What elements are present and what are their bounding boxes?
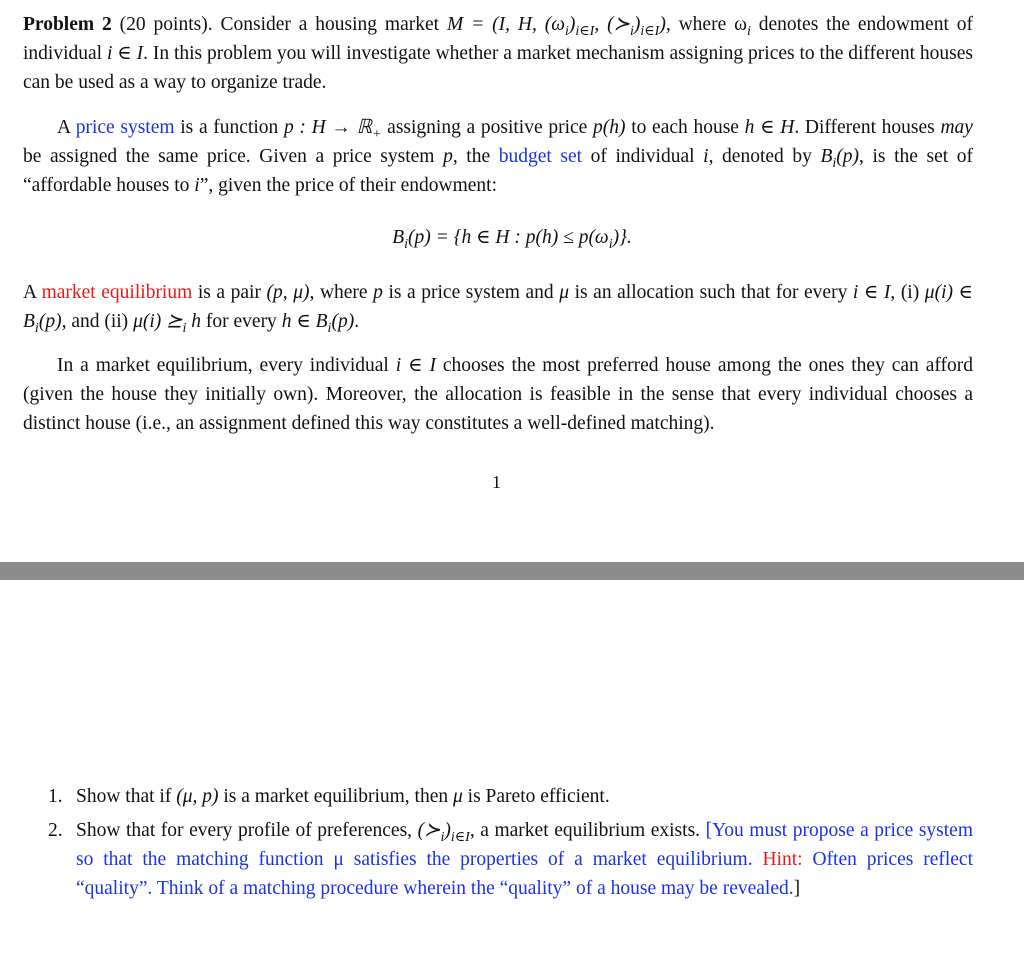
list-item: 2. Show that for every profile of preferences, $(≻_i)_{i\in I}$, a market equilibrium exists. [You must propose a price system so that the matching function μ satisfies the properties of a market equilibrium. Hint: Often prices reflect “quality”. Think of a matching procedure wherein the “quality” of a house may be revealed.] — [48, 820, 974, 899]
hint-label: Hint: — [762, 849, 803, 870]
task-list — [48, 782, 973, 908]
list-item: 1. Show that if (μ, p) is a market equilibrium, then μ is Pareto efficient. — [48, 786, 610, 807]
problem-intro: Problem 2 (20 points). Consider a housing market M = (I, H, $(\omega_i)_{i\in I}$, $(≻_i)_{i\in I}$), where $\omega_i$ denotes the endowment of individual i ∈ I. In this problem you will investigate whether a market mechanism assigning prices to the different houses can be used as a way to organize trade. — [23, 14, 973, 93]
budget-set-term: budget set — [498, 146, 583, 167]
price-system-paragraph: A price system is a function p : H → ℝ$_+$ assigning a positive price p(h) to each house h ∈ H. Different houses may be assigned the same price. Given a price system p, the budget set of individual i, denoted by $B_i(p)$, is the set of “affordable houses to i”, given the price of their endowment: — [23, 117, 974, 196]
page-two — [0, 580, 1024, 953]
page-number: 1 — [492, 472, 501, 492]
page-divider — [0, 562, 1024, 580]
problem-heading: Problem 2 — [23, 14, 112, 35]
equilibrium-explanation: In a market equilibrium, every individual i ∈ I chooses the most preferred house among the ones they can afford (given the house they initially own). Moreover, the allocation is feasible in the sense that every individual chooses a distinct house (i.e., an assignment defined this way constitutes a well-defined matching). — [23, 355, 974, 434]
market-equilibrium-term: market equilibrium — [41, 282, 193, 303]
price-system-term: price system — [75, 117, 175, 138]
equilibrium-definition: A market equilibrium is a pair (p, μ), where p is a price system and μ is an allocation such that for every i ∈ I, (i) μ(i) ∈ $B_i(p)$, and (ii) μ(i) $⪰_i$ h for every h ∈ $B_i(p)$. — [23, 282, 973, 336]
budget-set-equation: $B_i(p) = \{h$ ∈ H : $p(h) \le p(\omega_i)$}. — [392, 227, 632, 252]
